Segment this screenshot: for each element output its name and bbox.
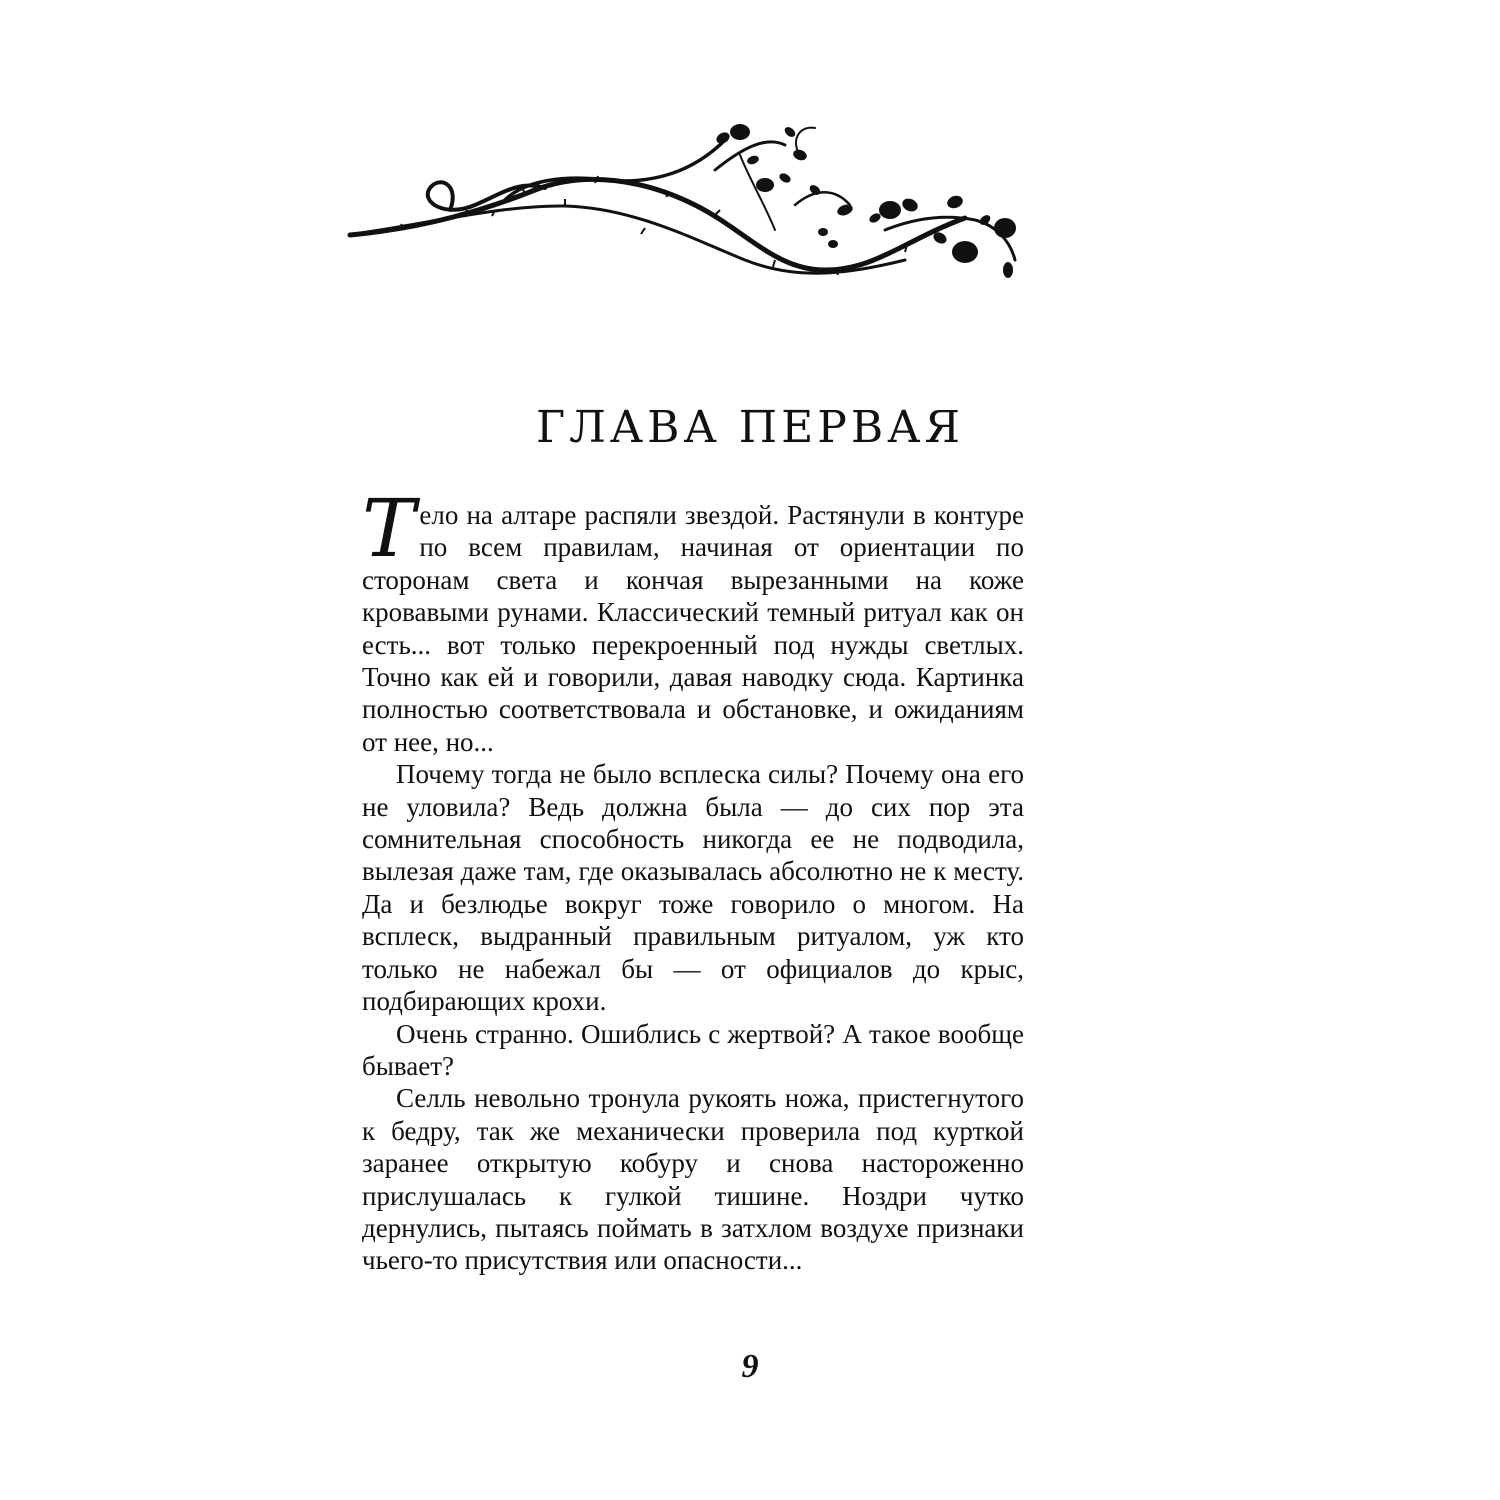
thorny-rose-vine-ornament (345, 110, 1035, 300)
paragraph-1 (362, 482, 1024, 758)
page-number: 9 (741, 1348, 759, 1385)
drop-cap: Т (362, 482, 416, 575)
chapter-title: ГЛАВА ПЕРВАЯ (535, 402, 965, 453)
chapter-body-text (362, 482, 1024, 1277)
paragraph-3: Очень странно. Ошиблись с жертвой? А такое вообще бывает? (362, 1018, 1024, 1081)
paragraph-1-text: ело на алтаре распяли звездой. Растянули в контуре по всем правилам, начиная от ориентации по сторонам света и кончая вырезанными на коже кровавыми рунами. Классический темный ритуал как он есть... вот только перекроенный под нужды светлых. Точно как ей и говорили, давая наводку сюда. Картинка полностью соответствовала и обстановке, и ожиданиям от нее, но... (362, 500, 1024, 757)
paragraph-4: Селль невольно тронула рукоять ножа, пристегнутого к бедру, так же механически проверила под курткой заранее открытую кобуру и снова настороженно прислушалась к гулкой тишине. Ноздри чутко дернулись, пытаясь поймать в затхлом воздухе признаки чьего-то присутствия или опасности... (362, 1083, 1024, 1276)
paragraph-2: Почему тогда не было всплеска силы? Почему она его не уловила? Ведь должна была — до сих пор эта сомнительная способность никогда ее не подводила, вылезая даже там, где оказывалась абсолютно не к месту. Да и безлюдье вокруг тоже говорило о многом. На всплеск, выдранный правильным ритуалом, уж кто только не набежал бы — от официалов до крыс, подбирающих крохи. (362, 759, 1024, 1017)
